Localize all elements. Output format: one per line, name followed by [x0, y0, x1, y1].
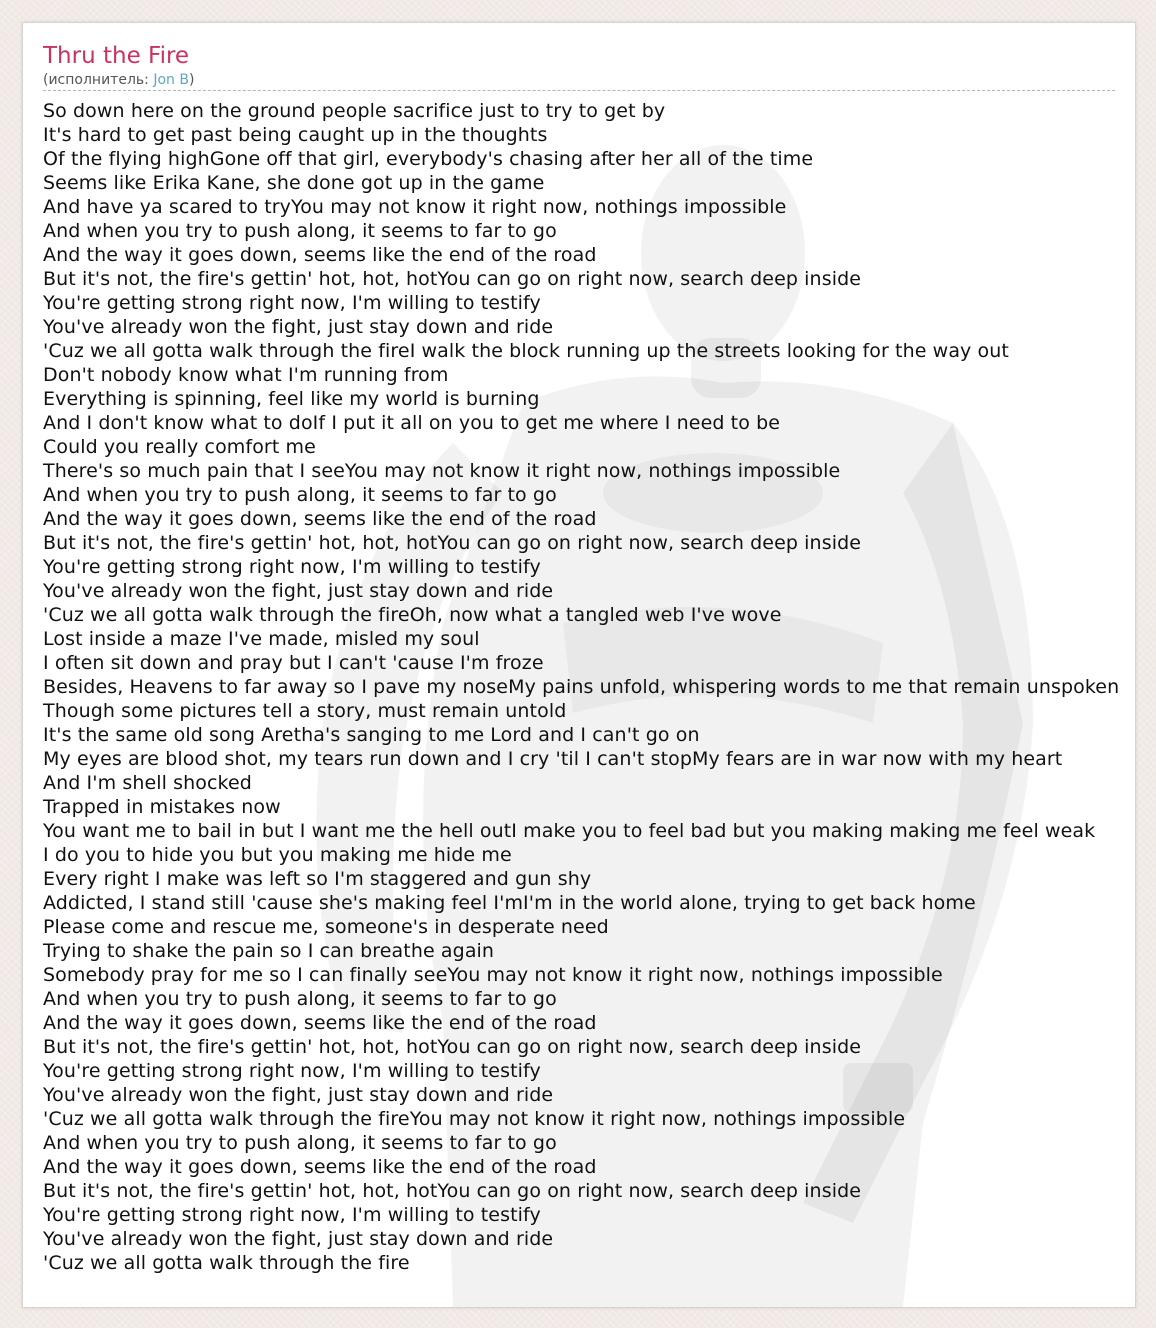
artist-prefix: (исполнитель:	[43, 72, 154, 88]
lyric-line: Trapped in mistakes now	[43, 796, 281, 818]
lyric-line: You're getting strong right now, I'm willing to testify	[43, 292, 541, 314]
lyric-line: Addicted, I stand still 'cause she's making feel I'mI'm in the world alone, trying to get back home	[43, 892, 976, 914]
song-title: Thru the Fire	[43, 43, 190, 69]
lyric-line: You're getting strong right now, I'm willing to testify	[43, 556, 541, 578]
lyric-line: So down here on the ground people sacrifice just to try to get by	[43, 100, 666, 122]
lyric-line: And when you try to push along, it seems to far to go	[43, 988, 557, 1010]
lyric-line: Though some pictures tell a story, must remain untold	[43, 700, 567, 722]
artist-suffix: )	[188, 72, 195, 88]
lyric-line: 'Cuz we all gotta walk through the fire	[43, 1252, 410, 1274]
lyric-line: It's hard to get past being caught up in the thoughts	[43, 124, 548, 146]
lyrics-content	[43, 41, 1133, 1275]
lyric-line: 'Cuz we all gotta walk through the fireOh, now what a tangled web I've wove	[43, 604, 782, 626]
lyric-line: Everything is spinning, feel like my world is burning	[43, 388, 540, 410]
lyric-line: And when you try to push along, it seems to far to go	[43, 1132, 557, 1154]
lyric-line: 'Cuz we all gotta walk through the fireYou may not know it right now, nothings impossible	[43, 1108, 906, 1130]
lyric-line: And I'm shell shocked	[43, 772, 252, 794]
lyric-line: You've already won the fight, just stay down and ride	[43, 316, 554, 338]
lyric-line: And when you try to push along, it seems to far to go	[43, 220, 557, 242]
lyric-line: There's so much pain that I seeYou may not know it right now, nothings impossible	[43, 460, 841, 482]
lyric-line: Don't nobody know what I'm running from	[43, 364, 449, 386]
lyric-line: Somebody pray for me so I can finally seeYou may not know it right now, nothings impossible	[43, 964, 943, 986]
lyric-line: And I don't know what to doIf I put it all on you to get me where I need to be	[43, 412, 781, 434]
artist-link[interactable]: Jon B	[153, 72, 189, 88]
lyric-line: Trying to shake the pain so I can breathe again	[43, 940, 495, 962]
lyric-line: But it's not, the fire's gettin' hot, hot, hotYou can go on right now, search deep inside	[43, 1036, 862, 1058]
lyric-line: And when you try to push along, it seems to far to go	[43, 484, 557, 506]
lyric-line: Lost inside a maze I've made, misled my soul	[43, 628, 480, 650]
lyric-line: Could you really comfort me	[43, 436, 316, 458]
lyric-line: And the way it goes down, seems like the end of the road	[43, 508, 597, 530]
lyric-line: I do you to hide you but you making me hide me	[43, 844, 512, 866]
artist-line	[43, 71, 1115, 91]
lyric-line: And the way it goes down, seems like the end of the road	[43, 1156, 597, 1178]
lyric-line: But it's not, the fire's gettin' hot, hot, hotYou can go on right now, search deep inside	[43, 268, 862, 290]
lyric-line: Besides, Heavens to far away so I pave my noseMy pains unfold, whispering words to me that remain unspoken	[43, 676, 1120, 698]
lyric-line: And the way it goes down, seems like the end of the road	[43, 244, 597, 266]
lyric-line: You've already won the fight, just stay down and ride	[43, 1228, 554, 1250]
lyric-line: Seems like Erika Kane, she done got up in the game	[43, 172, 545, 194]
lyric-line: 'Cuz we all gotta walk through the fireI walk the block running up the streets looking for the way out	[43, 340, 1009, 362]
lyrics-card	[22, 22, 1136, 1308]
lyric-line: Every right I make was left so I'm staggered and gun shy	[43, 868, 592, 890]
lyric-line: I often sit down and pray but I can't 'cause I'm froze	[43, 652, 544, 674]
lyric-line: You want me to bail in but I want me the hell outI make you to feel bad but you making making me feel weak	[43, 820, 1096, 842]
lyric-line: But it's not, the fire's gettin' hot, hot, hotYou can go on right now, search deep inside	[43, 1180, 862, 1202]
lyric-line: You've already won the fight, just stay down and ride	[43, 1084, 554, 1106]
lyric-line: It's the same old song Aretha's sanging to me Lord and I can't go on	[43, 724, 700, 746]
lyrics-text	[43, 99, 1133, 1275]
lyric-line: You're getting strong right now, I'm willing to testify	[43, 1204, 541, 1226]
lyric-line: My eyes are blood shot, my tears run down and I cry 'til I can't stopMy fears are in war now with my heart	[43, 748, 1063, 770]
lyric-line: You're getting strong right now, I'm willing to testify	[43, 1060, 541, 1082]
lyric-line: Please come and rescue me, someone's in desperate need	[43, 916, 609, 938]
lyric-line: Of the flying highGone off that girl, everybody's chasing after her all of the time	[43, 148, 814, 170]
lyric-line: You've already won the fight, just stay down and ride	[43, 580, 554, 602]
lyric-line: And the way it goes down, seems like the end of the road	[43, 1012, 597, 1034]
lyric-line: And have ya scared to tryYou may not know it right now, nothings impossible	[43, 196, 787, 218]
lyric-line: But it's not, the fire's gettin' hot, hot, hotYou can go on right now, search deep inside	[43, 532, 862, 554]
